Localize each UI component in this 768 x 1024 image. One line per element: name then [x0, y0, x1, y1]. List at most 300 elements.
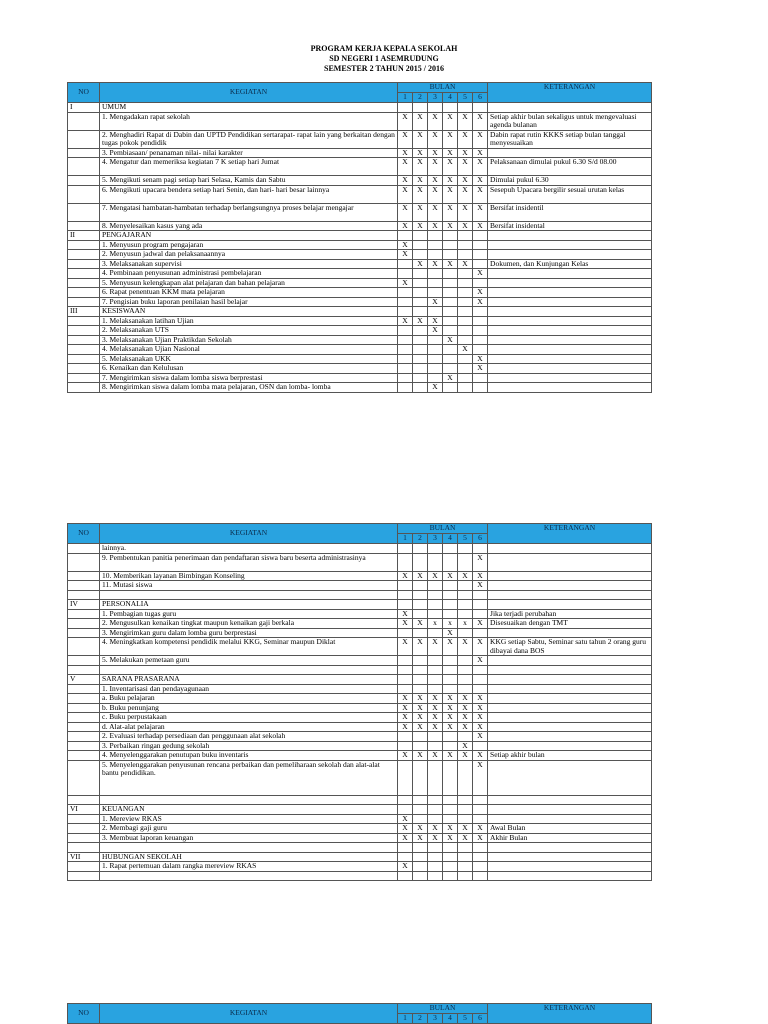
month-mark: X: [443, 571, 458, 581]
month-mark: X: [458, 694, 473, 704]
keterangan-text: [488, 354, 652, 364]
month-mark: X: [443, 638, 458, 656]
table-row: [68, 760, 652, 795]
month-mark: [428, 628, 443, 638]
header-month-1: 1: [398, 1014, 413, 1024]
month-mark: [428, 278, 443, 288]
document-title-line-1: PROGRAM KERJA KEPALA SEKOLAH: [310, 44, 458, 53]
month-mark: [413, 665, 428, 675]
month-mark: X: [413, 619, 428, 629]
header-month-5: 5: [458, 1014, 473, 1024]
activity-text: 8. Mengirimkan siswa dalam lomba mata pelajaran, OSN dan lomba- lomba: [100, 383, 398, 393]
month-mark: [428, 240, 443, 250]
keterangan-text: [488, 148, 652, 158]
keterangan-text: [488, 581, 652, 591]
keterangan-text: [488, 871, 652, 881]
month-mark: [413, 628, 428, 638]
table-row: [68, 148, 652, 158]
month-mark: [413, 288, 428, 298]
activity-text: 7. Mengatasi hambatan-hambatan terhadap berlangsungnya proses belajar mengajar: [100, 203, 398, 221]
month-mark: [428, 600, 443, 610]
month-mark: [413, 383, 428, 393]
row-number: [68, 240, 100, 250]
row-number: [68, 148, 100, 158]
month-mark: [458, 103, 473, 113]
keterangan-text: [488, 103, 652, 113]
month-mark: [428, 609, 443, 619]
month-mark: X: [428, 383, 443, 393]
row-number: [68, 703, 100, 713]
month-mark: [473, 326, 488, 336]
month-mark: X: [428, 713, 443, 723]
month-mark: X: [458, 185, 473, 203]
month-mark: [413, 240, 428, 250]
month-mark: X: [398, 240, 413, 250]
row-number: [68, 269, 100, 279]
row-number: VI: [68, 805, 100, 815]
keterangan-text: [488, 345, 652, 355]
keterangan-text: [488, 307, 652, 317]
month-mark: [398, 259, 413, 269]
month-mark: [443, 675, 458, 685]
activity-text: 1. Pembagian tugas guru: [100, 609, 398, 619]
row-number: [68, 176, 100, 186]
row-number: [68, 130, 100, 148]
row-number: [68, 297, 100, 307]
keterangan-text: [488, 231, 652, 241]
activity-text: 5. Melakukan pemetaan guru: [100, 656, 398, 666]
month-mark: x: [458, 619, 473, 629]
keterangan-text: [488, 805, 652, 815]
table-row: [68, 609, 652, 619]
month-mark: X: [458, 751, 473, 761]
table-row: [68, 713, 652, 723]
month-mark: [473, 259, 488, 269]
month-mark: [413, 231, 428, 241]
month-mark: X: [458, 130, 473, 148]
month-mark: [428, 250, 443, 260]
month-mark: X: [473, 713, 488, 723]
month-mark: X: [398, 722, 413, 732]
month-mark: [443, 814, 458, 824]
activity-text: 3. Melaksanakan supervisi: [100, 259, 398, 269]
month-mark: X: [428, 751, 443, 761]
month-mark: [458, 250, 473, 260]
month-mark: X: [443, 259, 458, 269]
month-mark: [413, 269, 428, 279]
month-mark: [458, 364, 473, 374]
table-row: [68, 269, 652, 279]
activity-text: 1. Melaksanakan latihan Ujian: [100, 316, 398, 326]
month-mark: [428, 741, 443, 751]
month-mark: [473, 628, 488, 638]
activity-text: 1. Mereview RKAS: [100, 814, 398, 824]
header-month-1: 1: [398, 534, 413, 544]
activity-text: 9. Pembentukan panitia penerimaan dan pendaftaran siswa baru beserta administrasinya: [100, 553, 398, 571]
document-title-line-3: SEMESTER 2 TAHUN 2015 / 2016: [324, 64, 444, 73]
month-mark: [428, 656, 443, 666]
month-mark: X: [473, 760, 488, 795]
month-mark: [443, 354, 458, 364]
month-mark: [473, 307, 488, 317]
month-mark: [458, 843, 473, 853]
month-mark: X: [473, 638, 488, 656]
month-mark: [413, 544, 428, 554]
activity-text: 5. Mengikuti senam pagi setiap hari Selasa, Kamis dan Sabtu: [100, 176, 398, 186]
activity-text: 11. Mutasi siswa: [100, 581, 398, 591]
row-number: [68, 335, 100, 345]
month-mark: [473, 600, 488, 610]
month-mark: [443, 590, 458, 600]
keterangan-text: [488, 373, 652, 383]
month-mark: X: [413, 185, 428, 203]
month-mark: X: [443, 703, 458, 713]
header-month-3: 3: [428, 534, 443, 544]
table-row: [68, 354, 652, 364]
row-number: [68, 795, 100, 805]
month-mark: X: [413, 221, 428, 231]
month-mark: X: [473, 722, 488, 732]
table-row: [68, 824, 652, 834]
keterangan-text: [488, 364, 652, 374]
month-mark: [428, 843, 443, 853]
month-mark: [398, 852, 413, 862]
month-mark: [458, 335, 473, 345]
month-mark: [398, 345, 413, 355]
month-mark: [443, 553, 458, 571]
row-number: [68, 824, 100, 834]
month-mark: X: [458, 176, 473, 186]
activity-text: 7. Mengirimkan siswa dalam lomba siswa berprestasi: [100, 373, 398, 383]
month-mark: [458, 656, 473, 666]
month-mark: X: [443, 130, 458, 148]
header-month-1: 1: [398, 93, 413, 103]
activity-text: 3. Membuat laporan keuangan: [100, 833, 398, 843]
month-mark: X: [398, 609, 413, 619]
keterangan-text: Jika terjadi perubahan: [488, 609, 652, 619]
month-mark: [458, 544, 473, 554]
table-row: [68, 326, 652, 336]
month-mark: [398, 297, 413, 307]
row-number: III: [68, 307, 100, 317]
month-mark: [413, 335, 428, 345]
activity-text: 5. Menyusun kelengkapan alat pelajaran dan bahan pelajaran: [100, 278, 398, 288]
month-mark: X: [398, 316, 413, 326]
keterangan-text: [488, 240, 652, 250]
month-mark: [458, 383, 473, 393]
header-month-6: 6: [473, 93, 488, 103]
month-mark: [458, 852, 473, 862]
month-mark: X: [413, 176, 428, 186]
activity-text: 1. Inventarisasi dan pendayagunaan: [100, 684, 398, 694]
month-mark: [413, 741, 428, 751]
header-month-5: 5: [458, 93, 473, 103]
table-row: [68, 628, 652, 638]
table-row: [68, 619, 652, 629]
month-mark: X: [413, 148, 428, 158]
month-mark: [413, 278, 428, 288]
month-mark: [398, 373, 413, 383]
month-mark: [458, 805, 473, 815]
row-number: [68, 760, 100, 795]
month-mark: X: [473, 824, 488, 834]
month-mark: [443, 862, 458, 872]
row-number: I: [68, 103, 100, 113]
row-number: II: [68, 231, 100, 241]
month-mark: X: [443, 833, 458, 843]
month-mark: X: [443, 722, 458, 732]
month-mark: [443, 103, 458, 113]
month-mark: [473, 316, 488, 326]
table-header-row: [68, 524, 652, 534]
keterangan-text: [488, 288, 652, 298]
month-mark: [458, 862, 473, 872]
row-number: [68, 722, 100, 732]
month-mark: X: [398, 703, 413, 713]
month-mark: X: [443, 824, 458, 834]
month-mark: X: [458, 713, 473, 723]
month-mark: X: [413, 259, 428, 269]
table-row: [68, 751, 652, 761]
month-mark: x: [428, 619, 443, 629]
table-row: [68, 103, 652, 113]
month-mark: [428, 103, 443, 113]
month-mark: X: [413, 722, 428, 732]
month-mark: [443, 852, 458, 862]
month-mark: [413, 871, 428, 881]
month-mark: [443, 345, 458, 355]
month-mark: [443, 732, 458, 742]
month-mark: [458, 600, 473, 610]
month-mark: X: [443, 713, 458, 723]
month-mark: [398, 335, 413, 345]
header-no: NO: [68, 1004, 100, 1024]
row-number: [68, 203, 100, 221]
month-mark: X: [413, 316, 428, 326]
month-mark: X: [473, 703, 488, 713]
keterangan-text: [488, 316, 652, 326]
month-mark: [413, 354, 428, 364]
month-mark: [413, 103, 428, 113]
activity-text: 10. Memberikan layanan Bimbingan Konseling: [100, 571, 398, 581]
month-mark: [458, 354, 473, 364]
activity-text: 1. Menyusun program pengajaran: [100, 240, 398, 250]
month-mark: [428, 544, 443, 554]
month-mark: [473, 231, 488, 241]
table-row: [68, 694, 652, 704]
row-number: [68, 843, 100, 853]
month-mark: X: [443, 751, 458, 761]
activity-text: a. Buku pelajaran: [100, 694, 398, 704]
month-mark: X: [413, 158, 428, 176]
month-mark: X: [458, 345, 473, 355]
program-table-3: [67, 1003, 652, 1024]
activity-text: KESISWAAN: [100, 307, 398, 317]
table-row: [68, 852, 652, 862]
row-number: [68, 326, 100, 336]
month-mark: [443, 741, 458, 751]
activity-text: 2. Membagi gaji guru: [100, 824, 398, 834]
month-mark: [458, 307, 473, 317]
month-mark: [473, 675, 488, 685]
header-keterangan: KETERANGAN: [488, 524, 652, 544]
keterangan-text: [488, 703, 652, 713]
month-mark: [413, 684, 428, 694]
month-mark: [413, 814, 428, 824]
month-mark: [428, 684, 443, 694]
month-mark: X: [473, 354, 488, 364]
month-mark: [398, 732, 413, 742]
month-mark: X: [398, 638, 413, 656]
row-number: [68, 221, 100, 231]
keterangan-text: [488, 852, 652, 862]
month-mark: X: [428, 259, 443, 269]
month-mark: X: [473, 571, 488, 581]
month-mark: X: [428, 130, 443, 148]
month-mark: [443, 307, 458, 317]
activity-text: [100, 665, 398, 675]
month-mark: [428, 814, 443, 824]
keterangan-text: [488, 675, 652, 685]
keterangan-text: [488, 814, 652, 824]
keterangan-text: [488, 600, 652, 610]
table-header-row: [68, 83, 652, 93]
row-number: [68, 364, 100, 374]
table-row: [68, 250, 652, 260]
keterangan-text: Pelaksanaan dimulai pukul 6.30 S/d 08.00: [488, 158, 652, 176]
month-mark: X: [443, 628, 458, 638]
keterangan-text: [488, 713, 652, 723]
month-mark: X: [398, 112, 413, 130]
row-number: [68, 354, 100, 364]
month-mark: X: [443, 158, 458, 176]
month-mark: [413, 590, 428, 600]
month-mark: [443, 805, 458, 815]
month-mark: [413, 373, 428, 383]
month-mark: X: [428, 203, 443, 221]
month-mark: X: [428, 148, 443, 158]
month-mark: X: [473, 130, 488, 148]
month-mark: X: [458, 703, 473, 713]
month-mark: X: [428, 722, 443, 732]
month-mark: X: [473, 297, 488, 307]
activity-text: 2. Menghadiri Rapat di Dabin dan UPTD Pendidikan sertarapat- rapat lain yang berkaitan dengan tugas pokok pendidik: [100, 130, 398, 148]
row-number: [68, 590, 100, 600]
month-mark: [473, 590, 488, 600]
month-mark: [398, 581, 413, 591]
table-row: [68, 665, 652, 675]
month-mark: [473, 814, 488, 824]
month-mark: [473, 335, 488, 345]
activity-text: 4. Menyelenggarakan penutupan buku inventaris: [100, 751, 398, 761]
month-mark: [398, 600, 413, 610]
month-mark: [398, 684, 413, 694]
row-number: [68, 316, 100, 326]
month-mark: [428, 354, 443, 364]
month-mark: [428, 553, 443, 571]
table-row: [68, 862, 652, 872]
month-mark: [398, 544, 413, 554]
keterangan-text: [488, 628, 652, 638]
month-mark: [473, 741, 488, 751]
month-mark: [473, 250, 488, 260]
row-number: [68, 250, 100, 260]
month-mark: [443, 665, 458, 675]
month-mark: [428, 307, 443, 317]
month-mark: X: [473, 112, 488, 130]
header-kegiatan: KEGIATAN: [100, 83, 398, 103]
month-mark: [428, 345, 443, 355]
activity-text: 2. Mengusulkan kenaikan tingkat maupun kenaikan gaji berkala: [100, 619, 398, 629]
month-mark: [458, 795, 473, 805]
month-mark: [398, 231, 413, 241]
month-mark: [443, 231, 458, 241]
month-mark: X: [398, 130, 413, 148]
table-row: [68, 364, 652, 374]
keterangan-text: [488, 656, 652, 666]
keterangan-text: [488, 843, 652, 853]
keterangan-text: Setiap akhir bulan sekaligus untuk mengevaluasi agenda bulanan: [488, 112, 652, 130]
month-mark: [428, 269, 443, 279]
month-mark: [428, 590, 443, 600]
month-mark: [443, 544, 458, 554]
month-mark: [458, 326, 473, 336]
month-mark: [443, 250, 458, 260]
month-mark: [473, 383, 488, 393]
month-mark: X: [473, 732, 488, 742]
month-mark: X: [473, 185, 488, 203]
table-row: [68, 703, 652, 713]
month-mark: [443, 581, 458, 591]
activity-text: b. Buku penunjang: [100, 703, 398, 713]
row-number: [68, 553, 100, 571]
month-mark: [413, 805, 428, 815]
header-month-4: 4: [443, 93, 458, 103]
keterangan-text: [488, 732, 652, 742]
month-mark: [428, 852, 443, 862]
month-mark: [443, 760, 458, 795]
keterangan-text: Dabin rapat rutin KKKS setiap bulan tanggal menyesuaikan: [488, 130, 652, 148]
month-mark: X: [428, 824, 443, 834]
activity-text: 3. Melaksanakan Ujian Praktikdan Sekolah: [100, 335, 398, 345]
keterangan-text: [488, 278, 652, 288]
month-mark: [458, 871, 473, 881]
month-mark: [413, 553, 428, 571]
month-mark: [398, 103, 413, 113]
month-mark: X: [458, 571, 473, 581]
month-mark: X: [458, 259, 473, 269]
row-number: [68, 581, 100, 591]
activity-text: PERSONALIA: [100, 600, 398, 610]
month-mark: X: [398, 833, 413, 843]
month-mark: [443, 269, 458, 279]
month-mark: X: [443, 221, 458, 231]
month-mark: [413, 862, 428, 872]
month-mark: [443, 326, 458, 336]
month-mark: X: [428, 703, 443, 713]
month-mark: [473, 871, 488, 881]
month-mark: [398, 590, 413, 600]
month-mark: [443, 684, 458, 694]
row-number: VII: [68, 852, 100, 862]
month-mark: [413, 843, 428, 853]
row-number: [68, 571, 100, 581]
keterangan-text: [488, 684, 652, 694]
month-mark: [458, 373, 473, 383]
month-mark: [428, 732, 443, 742]
row-number: [68, 814, 100, 824]
month-mark: [398, 288, 413, 298]
